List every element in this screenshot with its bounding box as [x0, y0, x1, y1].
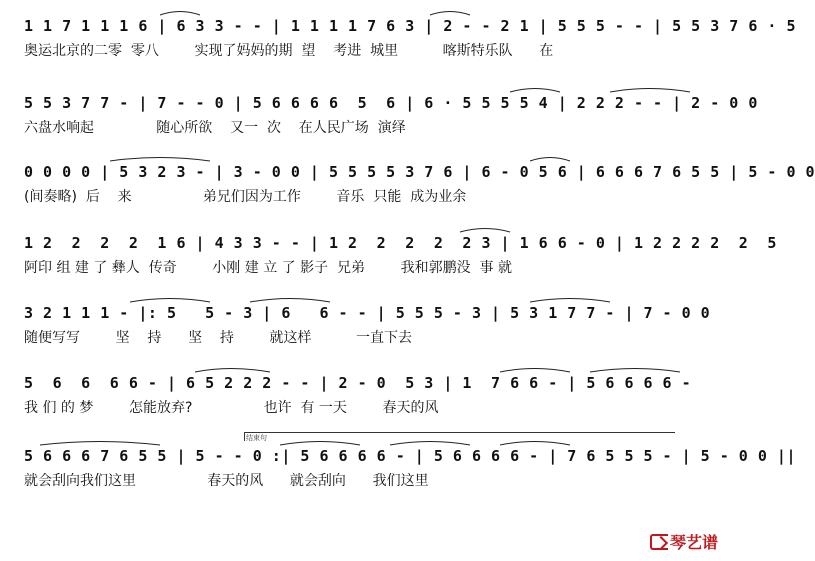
score-row-2	[0, 91, 758, 161]
score-row-7	[0, 444, 796, 514]
ending-label: 结束句	[246, 434, 267, 442]
notation-line: 0 0 0 0 | 5 3 2 3 - | 3 - 0 0 | 5 5 5 5 3 7 6 | 6 - 0 5 6 | 6 6 6 7 6 5 5 | 5 - 0 0	[24, 163, 815, 181]
notation-line: 1 2 2 2 2 1 6 | 4 3 3 - - | 1 2 2 2 2 2 3 | 1 6 6 - 0 | 1 2 2 2 2 2 5	[24, 234, 777, 252]
lyric-line: 就会刮向我们这里 春天的风 就会刮向 我们这里	[24, 473, 429, 489]
notation-line: 5 6 6 6 6 - | 6 5 2 2 2 - - | 2 - 0 5 3 | 1 7 6 6 - | 5 6 6 6 6 -	[24, 374, 692, 392]
lyric-line: 六盘水响起 随心所欲 又一 次 在人民广场 演绎	[24, 120, 406, 136]
brand-name: 琴艺谱	[669, 533, 718, 552]
brand-logo-icon	[650, 534, 668, 550]
lyric-line: (间奏略) 后 来 弟兄们因为工作 音乐 只能 成为业余	[24, 189, 467, 205]
score-row-5	[0, 301, 732, 371]
lyric-line: 随便写写 坚 持 坚 持 就这样 一直下去	[24, 330, 413, 346]
notation-line: 3 2 1 1 1 - |: 5 5 - 3 | 6 6 - - | 5 5 5 - 3 | 5 3 1 7 7 - | 7 - 0 0	[24, 304, 711, 322]
score-row-3	[0, 160, 815, 230]
score-row-1	[0, 14, 796, 84]
lyric-line: 奥运北京的二零 零八 实现了妈妈的期 望 考进 城里 喀斯特乐队 在	[24, 43, 554, 59]
brand-logo	[650, 530, 718, 553]
notation-line: 5 5 3 7 7 - | 7 - - 0 | 5 6 6 6 6 5 6 | 6 · 5 5 5 5 4 | 2 2 2 - - | 2 - 0 0	[24, 94, 758, 112]
lyric-line: 阿印 组 建 了 彝人 传奇 小刚 建 立 了 影子 兄弟 我和郭鹏没 事 就	[24, 260, 512, 276]
score-row-6	[0, 371, 732, 441]
notation-line: 5 6 6 6 7 6 5 5 | 5 - - 0 :| 5 6 6 6 6 - | 5 6 6 6 6 - | 7 6 5 5 5 - | 5 - 0 0 ||	[24, 447, 796, 465]
score-row-4	[0, 231, 777, 301]
lyric-line: 我 们 的 梦 怎能放弃? 也许 有 一天 春天的风	[24, 400, 439, 416]
notation-line: 1 1 7 1 1 1 6 | 6 3 3 - - | 1 1 1 1 7 6 3 | 2 - - 2 1 | 5 5 5 - - | 5 5 3 7 6 · 5	[24, 17, 796, 35]
